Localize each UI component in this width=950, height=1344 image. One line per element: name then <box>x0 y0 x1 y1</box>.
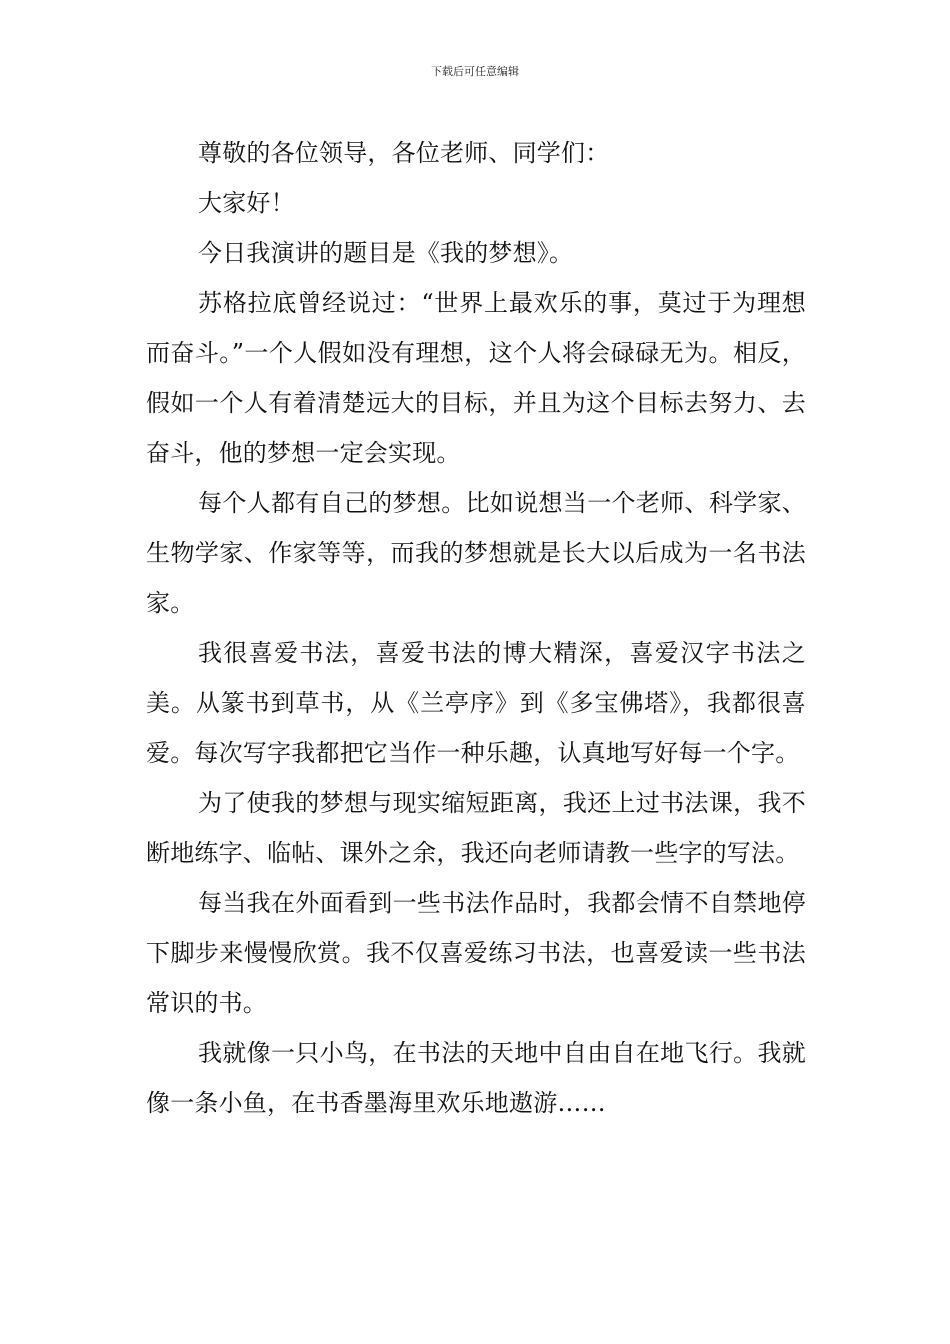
paragraph-love-calligraphy: 我很喜爱书法，喜爱书法的博大精深，喜爱汉字书法之美。从篆书到草书，从《兰亭序》到《多宝佛塔》，我都很喜爱。每次写字我都把它当作一种乐趣，认真地写好每一个字。 <box>146 639 806 767</box>
page-header: 下载后可任意编辑 <box>431 65 519 78</box>
paragraph-topic: 今日我演讲的题目是《我的梦想》。 <box>198 239 574 267</box>
paragraph-practice: 为了使我的梦想与现实缩短距离，我还上过书法课，我不断地练字、临帖、课外之余，我还向老师请教一些字的写法。 <box>146 789 806 867</box>
paragraph-greeting: 大家好！ <box>198 189 295 217</box>
document-body <box>146 128 806 1128</box>
paragraph-dream-intro: 每个人都有自己的梦想。比如说想当一个老师、科学家、生物学家、作家等等，而我的梦想就是长大以后成为一名书法家。 <box>146 489 806 617</box>
paragraph-socrates-quote: 苏格拉底曾经说过：“世界上最欢乐的事，莫过于为理想而奋斗。”一个人假如没有理想，这个人将会碌碌无为。相反，假如一个人有着清楚远大的目标，并且为这个目标去努力、去奋斗，他的梦想一定会实现。 <box>146 289 806 467</box>
paragraph-appreciation: 每当我在外面看到一些书法作品时，我都会情不自禁地停下脚步来慢慢欣赏。我不仅喜爱练习书法，也喜爱读一些书法常识的书。 <box>146 889 806 1017</box>
paragraph-salutation: 尊敬的各位领导，各位老师、同学们： <box>198 139 610 167</box>
paragraph-closing-imagery: 我就像一只小鸟，在书法的天地中自由自在地飞行。我就像一条小鱼，在书香墨海里欢乐地遨游…… <box>146 1039 806 1117</box>
